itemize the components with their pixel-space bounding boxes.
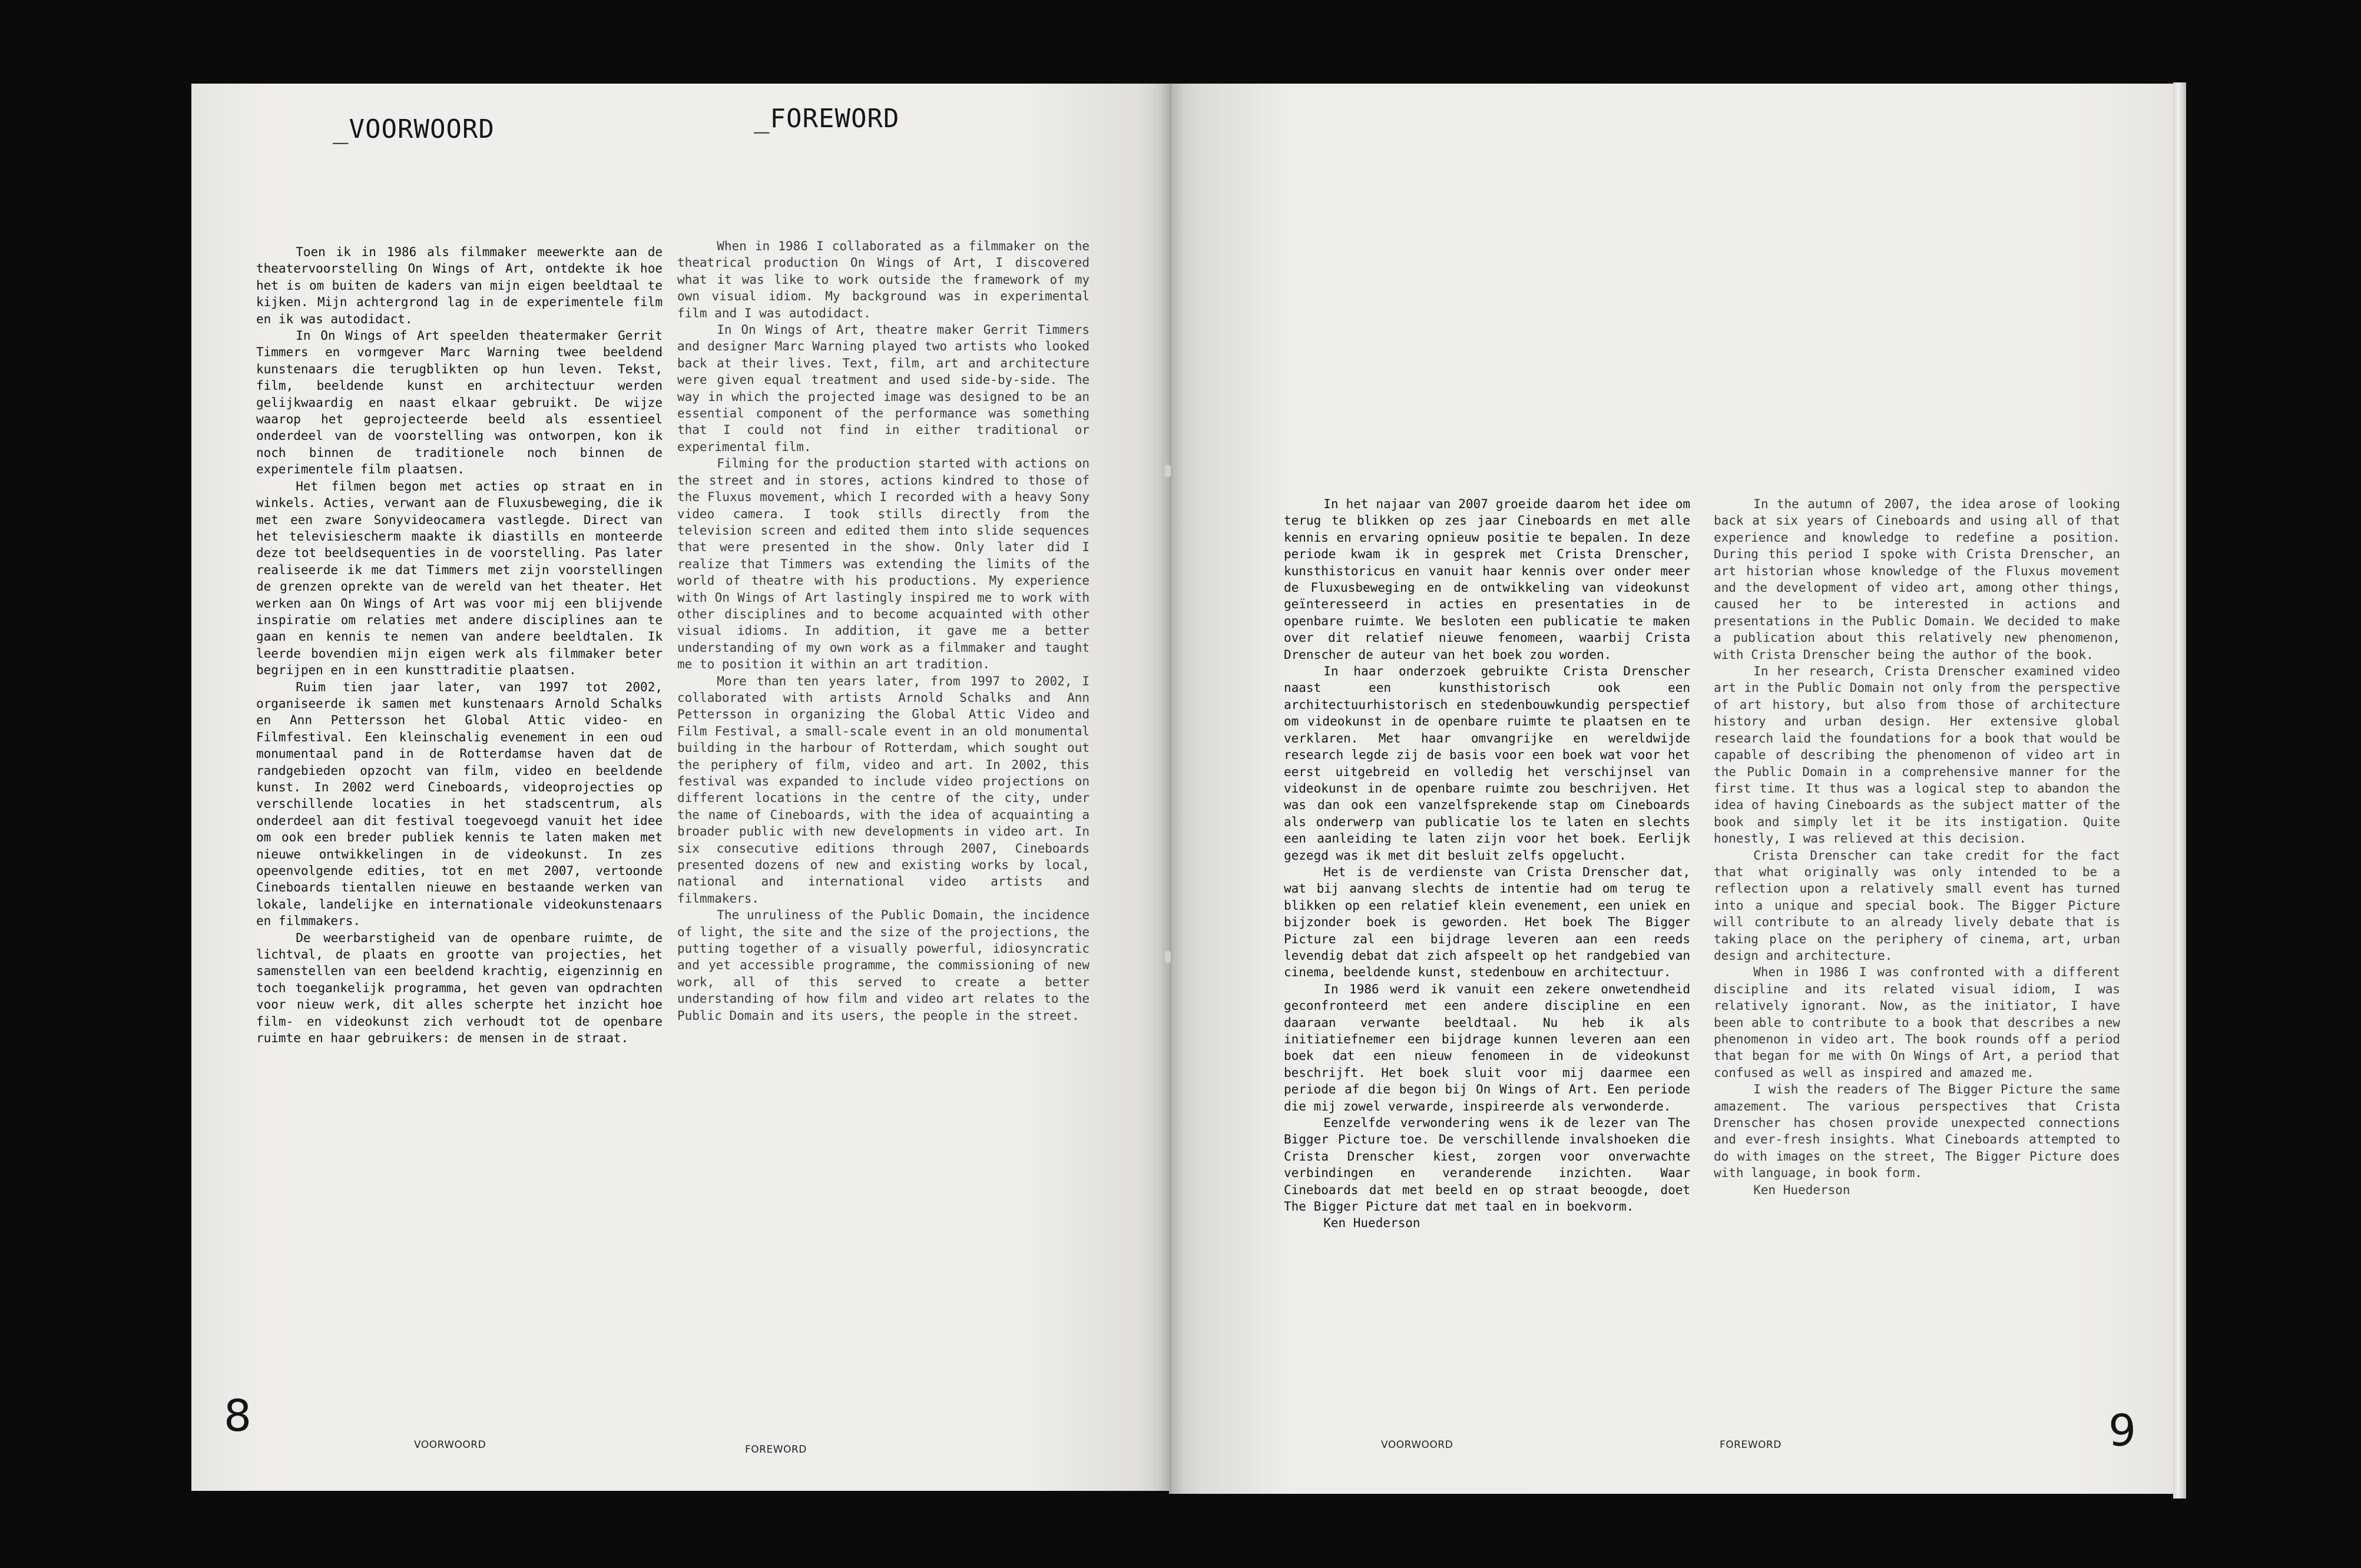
signature: Ken Huederson — [1323, 1216, 1420, 1231]
paragraph: In On Wings of Art, theatre maker Gerrit Timmers and designer Marc Warning played two artists who looked back at their lives. Text, film, art and architecture were given equal treatment and used side-by-side. The way in which the projected image was designed to be an essential component of the performance was something that I could not find in either traditional or experimental film. — [677, 323, 1090, 454]
paragraph: Crista Drenscher can take credit for the fact that what originally was only intended to be a reflection upon a relatively small event has turned into a unique and special book. The Bigger Picture will contribute to an already lively debate that is taking place on the periphery of cinema, art, urban design and architecture. — [1714, 848, 2120, 963]
paragraph: De weerbarstigheid van de openbare ruimte, de lichtval, de plaats en grootte van projecties, het samenstellen van een beeldend krachtig, eigenzinnig en toch toegankelijk programma, het geven van opdrachten voor nieuw werk, dit alles scherpte het inzicht hoe film- en videokunst zich verhoudt tot de openbare ruimte en haar gebruikers: de mensen in de straat. — [256, 930, 663, 1046]
footer-voorwoord-left: VOORWOORD — [414, 1439, 486, 1451]
book-gutter — [1157, 84, 1183, 1494]
footer-foreword-right: FOREWORD — [1720, 1439, 1781, 1451]
paragraph: In On Wings of Art speelden theatermaker Gerrit Timmers en vormgever Marc Warning twee beeldend kunstenaars die terugblikten op hun leven. Tekst, film, beeldende kunst en architectuur werden gelijkwaardig en naast elkaar gebruikt. De wijze waarop het geprojecteerde beeld als essentieel onderdeel van de voorstelling was ontworpen, kon ik noch binnen de traditionele noch binnen de experimentele film plaatsen. — [256, 329, 663, 477]
left-column-english — [677, 238, 1090, 1024]
paragraph: In het najaar van 2007 groeide daarom het idee om terug te blikken op zes jaar Cineboards en met alle kennis en ervaring opnieuw positie te bepalen. In deze periode kwam ik in gesprek met Crista Drenscher, kunsthistoricus en vanuit haar kennis over onder meer de Fluxusbeweging en de ontwikkeling van videokunst geïnteresseerd in acties en presentaties in de openbare ruimte. We besloten een publicatie te maken over dit relatief nieuwe fenomeen, waarbij Crista Drenscher de auteur van het boek zou worden. — [1284, 497, 1690, 662]
left-page — [191, 84, 1169, 1491]
page-number-right: 9 — [2108, 1405, 2137, 1456]
page-number-left: 8 — [224, 1391, 252, 1441]
paragraph: In her research, Crista Drenscher examined video art in the Public Domain not only from the perspective of art history, but also from those of architecture history and urban design. Her extensive global research laid the foundations for a book that would be capable of describing the phenomenon of video art in the Public Domain in a comprehensive manner for the first time. It thus was a logical step to abandon the idea of having Cineboards as the subject matter of the book and simply let it be its instigation. Quite honestly, I was relieved at this decision. — [1714, 664, 2120, 846]
paragraph: In the autumn of 2007, the idea arose of looking back at six years of Cineboards and using all of that experience and knowledge to redefine a position. During this period I spoke with Crista Drenscher, an art historian whose knowledge of the Fluxus movement and the development of video art, among other things, caused her to be interested in actions and presentations in the Public Domain. We decided to make a publication about this relatively new phenomenon, with Crista Drenscher being the author of the book. — [1714, 497, 2120, 662]
paragraph: Toen ik in 1986 als filmmaker meewerkte aan de theatervoorstelling On Wings of Art, ontdekte ik hoe het is om buiten de kaders van mijn eigen beeldtaal te kijken. Mijn achtergrond lag in de experimentele film en ik was autodidact. — [256, 245, 663, 326]
right-page — [1169, 84, 2173, 1494]
signature: Ken Huederson — [1753, 1182, 1850, 1197]
footer-foreword-left: FOREWORD — [745, 1444, 807, 1456]
paragraph: When in 1986 I was confronted with a different discipline and its related visual idiom, I was relatively ignorant. Now, as the initiator, I have been able to contribute to a book that describes a new phenomenon in video art. The book rounds off a period that began for me with On Wings of Art, a period that confused as well as inspired and amazed me. — [1714, 965, 2120, 1080]
staple — [1165, 951, 1171, 963]
paragraph: I wish the readers of The Bigger Picture the same amazement. The various perspectives that Crista Drenscher has chosen provide unexpected connections and ever-fresh insights. What Cineboards attempted to do with images on the street, The Bigger Picture does with language, in book form. — [1714, 1082, 2120, 1181]
paragraph: In haar onderzoek gebruikte Crista Drenscher naast een kunsthistorisch ook een architectuurhistorisch en stedenbouwkundig perspectief om videokunst in de openbare ruimte te plaatsen en te verklaren. Met haar omvangrijke en wereldwijde research legde zij de basis voor een boek wat voor het eerst uitgebreid en volledig het verschijnsel van videokunst in de openbare ruimte zou beschrijven. Het was dan ook een vanzelfsprekende stap om Cineboards als onderwerp van publicatie los te laten en slechts een aanleiding te laten zijn voor het boek. Eerlijk gezegd was ik met dit besluit zelfs opgelucht. — [1284, 664, 1690, 863]
staple — [1165, 465, 1171, 477]
right-column-english — [1714, 496, 2120, 1198]
paragraph: Filming for the production started with actions on the street and in stores, actions kindred to those of the Fluxus movement, which I recorded with a heavy Sony video camera. I took stills directly from the television screen and edited them into slide sequences that were presented in the show. Only later did I realize that Timmers was extending the limits of the world of theatre with his productions. My experience with On Wings of Art lastingly inspired me to work with other disciplines and to become acquainted with other visual idioms. In addition, it gave me a better understanding of my own work as a filmmaker and taught me to position it within an art tradition. — [677, 456, 1090, 672]
page-edges — [2173, 82, 2186, 1499]
heading-voorwoord: _VOORWOORD — [333, 114, 495, 144]
paragraph: When in 1986 I collaborated as a filmmaker on the theatrical production On Wings of Art, I discovered what it was like to work outside the framework of my own visual idiom. My background was in experimental film and I was autodidact. — [677, 239, 1090, 320]
paragraph: In 1986 werd ik vanuit een zekere onwetendheid geconfronteerd met een andere discipline en een daaraan verwante beeldtaal. Nu heb ik als initiatiefnemer een bijdrage kunnen leveren aan een boek dat een nieuw fenomeen in de videokunst beschrijft. Het boek sluit voor mij daarmee een periode af die begon bij On Wings of Art. Een periode die mij zowel verwarde, inspireerde als verwonderde. — [1284, 982, 1690, 1113]
paragraph: The unruliness of the Public Domain, the incidence of light, the site and the size of the projections, the putting together of a visually powerful, idiosyncratic and yet accessible programme, the commissioning of new work, all of this served to create a better understanding of how film and video art relates to the Public Domain and its users, the people in the street. — [677, 908, 1090, 1023]
paragraph: Het is de verdienste van Crista Drenscher dat, wat bij aanvang slechts de intentie had om terug te blikken op een relatief klein evenement, een uniek en bijzonder boek is geworden. Het boek The Bigger Picture zal een bijdrage leveren aan een reeds levendig debat dat zich afspeelt op het randgebied van cinema, beeldende kunst, stedenbouw en architectuur. — [1284, 864, 1690, 980]
right-column-dutch — [1284, 496, 1690, 1232]
paragraph: Het filmen begon met acties op straat en in winkels. Acties, verwant aan de Fluxusbeweging, die ik met een zware Sonyvideocamera vastlegde. Direct van het televisiescherm maakte ik diastills en monteerde deze tot beeldsequenties in de voorstelling. Pas later realiseerde ik me dat Timmers met zijn voorstellingen de grenzen oprekte van de wereld van het theater. Het werken aan On Wings of Art was voor mij een blijvende inspiratie om relaties met andere disciplines aan te gaan en kennis te nemen van andere beeldtalen. Ik leerde bovendien mijn eigen werk als filmmaker beter begrijpen en in een kunsttraditie plaatsen. — [256, 479, 663, 678]
footer-voorwoord-right: VOORWOORD — [1381, 1439, 1453, 1451]
left-column-dutch — [256, 244, 663, 1047]
heading-foreword: _FOREWORD — [754, 104, 900, 134]
paragraph: More than ten years later, from 1997 to 2002, I collaborated with artists Arnold Schalks and Ann Pettersson in organizing the Global Attic Video and Film Festival, a small-scale event in an old monumental building in the harbour of Rotterdam, which sought out the periphery of film, video and art. In 2002, this festival was expanded to include video projections on different locations in the centre of the city, under the name of Cineboards, with the idea of acquainting a broader public with new developments in video art. In six consecutive editions through 2007, Cineboards presented dozens of new and existing works by local, national and international video artists and filmmakers. — [677, 674, 1090, 906]
paragraph: Eenzelfde verwondering wens ik de lezer van The Bigger Picture toe. De verschillende invalshoeken die Crista Drenscher kiest, zorgen voor onverwachte verbindingen en veranderende inzichten. Waar Cineboards dat met beeld en op straat beoogde, doet The Bigger Picture dat met taal en in boekvorm. — [1284, 1116, 1690, 1214]
paragraph: Ruim tien jaar later, van 1997 tot 2002, organiseerde ik samen met kunstenaars Arnold Schalks en Ann Pettersson het Global Attic video- en Filmfestival. Een kleinschalig evenement in een oud monumentaal pand in de Rotterdamse haven dat de randgebieden opzocht van film, video en beeldende kunst. In 2002 werd Cineboards, videoprojecties op verschillende locaties in het stadscentrum, als onderdeel aan dit festival toegevoegd vanuit het idee om ook een breder publiek kennis te laten maken met nieuwe ontwikkelingen in de videokunst. In zes opeenvolgende edities, tot en met 2007, vertoonde Cineboards tientallen nieuwe en bestaande werken van lokale, landelijke en internationale videokunstenaars en filmmakers. — [256, 679, 663, 929]
